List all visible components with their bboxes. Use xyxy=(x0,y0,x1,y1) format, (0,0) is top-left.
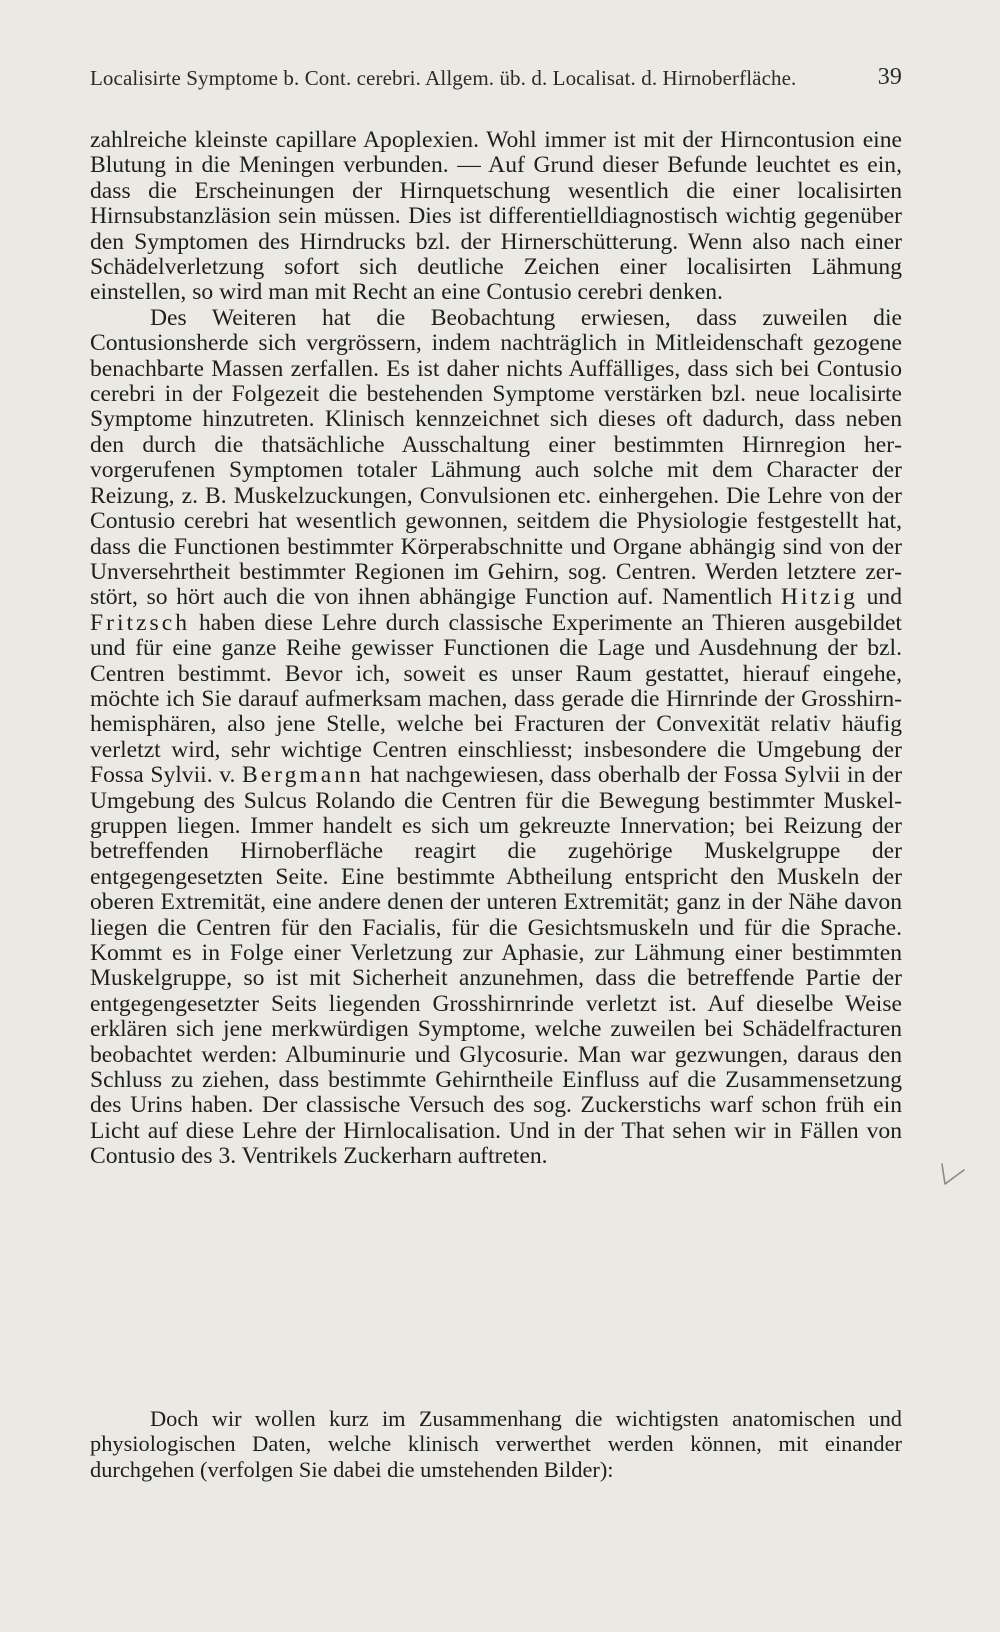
author-name-bergmann: Bergmann xyxy=(241,762,364,789)
main-text xyxy=(90,128,902,1170)
page-number: 39 xyxy=(877,64,902,90)
running-title: Localisirte Symptome b. Cont. cerebri. Allgem. üb. d. Localisat. d. Hirnoberfläche. xyxy=(90,66,797,90)
paragraph-2-conjunction: und xyxy=(857,584,903,611)
running-header xyxy=(90,66,902,100)
closing-paragraph xyxy=(90,1406,902,1482)
paragraph-2 xyxy=(90,306,902,1170)
paragraph-1: zahlreiche kleinste capillare Apoplexien. Wohl immer ist mit der Hirncontusion eine Blutung in die Meningen verbunden. — Auf Grund dieser Befunde leuchtet es ein, dass die Erscheinungen der Hirnquetschung wesentlich die einer localisirten Hirnsubstanzläsion sein müssen. Dies ist differentielldiagnostisch wichtig gegenüber den Symptomen des Hirndrucks bzl. der Hirnerschütterung. Wenn also nach einer Schädelverletzung sofort sich deutliche Zeichen einer localisirten Lähmung einstellen, so wird man mit Recht an eine Contusio cerebri denken. xyxy=(90,127,902,306)
paragraph-2-part-c: hat nachgewiesen, dass oberhalb der Fossa Sylvii in der Umgebung des Sulcus Rolando die Centren für die Bewegung bestimmter Muskelgruppen liegen. Immer handelt es sich um gekreuzte Innervation; bei Reizung der betreffenden Hirnoberfläche reagirt die zugehörige Muskelgruppe der entgegengesetzten Seite. Eine bestimmte Abtheilung entspricht den Muskeln der oberen Extremität, eine andere denen der unteren Extremität; ganz in der Nähe davon liegen die Centren für den Facialis, für die Gesichtsmuskeln und für die Sprache. Kommt es in Folge einer Verletzung zur Aphasie, zur Lähmung einer bestimmten Muskelgruppe, so ist mit Sicherheit anzunehmen, dass die betreffende Partie der entgegengesetzter Seits liegenden Grosshirnrinde verletzt ist. Auf dieselbe Weise erklären sich jene merkwürdigen Symptome, welche zuweilen bei Schädelfracturen beobachtet werden: Albuminurie und Glycosurie. Man war gezwungen, daraus den Schluss zu ziehen, dass bestimmte Gehirntheile Einfluss auf die Zusammensetzung des Urins haben. Der classische Versuch des sog. Zuckerstichs warf schon früh ein Licht auf diese Lehre der Hirnlocalisation. Und in der That sehen wir in Fällen von Contusio des 3. Ventrikels Zuckerharn auftreten. xyxy=(90,762,902,1170)
author-name-hitzig: Hitzig xyxy=(780,584,858,611)
paragraph-2-part-a: Des Weiteren hat die Beobachtung erwiesen, dass zuweilen die Contusionsherde sich vergrössern, indem nachträglich in Mitleidenschaft gezogene benachbarte Massen zerfallen. Es ist daher nichts Auffälliges, dass sich bei Contusio cerebri in der Folgezeit die bestehenden Symptome verstärken bzl. neue localisirte Symptome hinzutreten. Klinisch kennzeichnet sich dieses oft dadurch, dass neben den durch die thatsächliche Ausschaltung einer bestimmten Hirnregion hervorgerufenen Symptomen totaler Lähmung auch solche mit dem Character der Reizung, z. B. Muskelzuckungen, Convulsionen etc. einhergehen. Die Lehre von der Contusio cerebri hat wesentlich gewonnen, seitdem die Physiologie festgestellt hat, dass die Functionen bestimmter Körperabschnitte und Organe abhängig sind von der Unversehrtheit bestimmter Regionen im Gehirn, sog. Centren. Werden letztere zerstört, so hört auch die von ihnen abhängige Function auf. Namentlich xyxy=(90,304,902,611)
paragraph-2-part-b: haben diese Lehre durch classische Experimente an Thieren ausgebildet und für eine ganze Reihe gewisser Functionen die Lage und Ausdehnung der bzl. Centren bestimmt. Bevor ich, soweit es unser Raum gestattet, hierauf eingehe, möchte ich Sie darauf aufmerksam machen, dass gerade die Hirnrinde der Grosshirnhemisphären, also jene Stelle, welche bei Fracturen der Convexität relativ häufig verletzt wird, sehr wichtige Centren einschliesst; insbesondere die Umgebung der Fossa Sylvii. v. xyxy=(90,609,902,789)
closing-text: Doch wir wollen kurz im Zusammenhang die wichtigsten anatomischen und physiologischen Daten, welche klinisch verwerthet werden können, mit einander durchgehen (verfolgen Sie dabei die umstehenden Bilder): xyxy=(90,1406,902,1482)
author-name-fritzsch: Fritzsch xyxy=(90,609,191,636)
pencil-margin-mark-icon xyxy=(936,1160,968,1190)
